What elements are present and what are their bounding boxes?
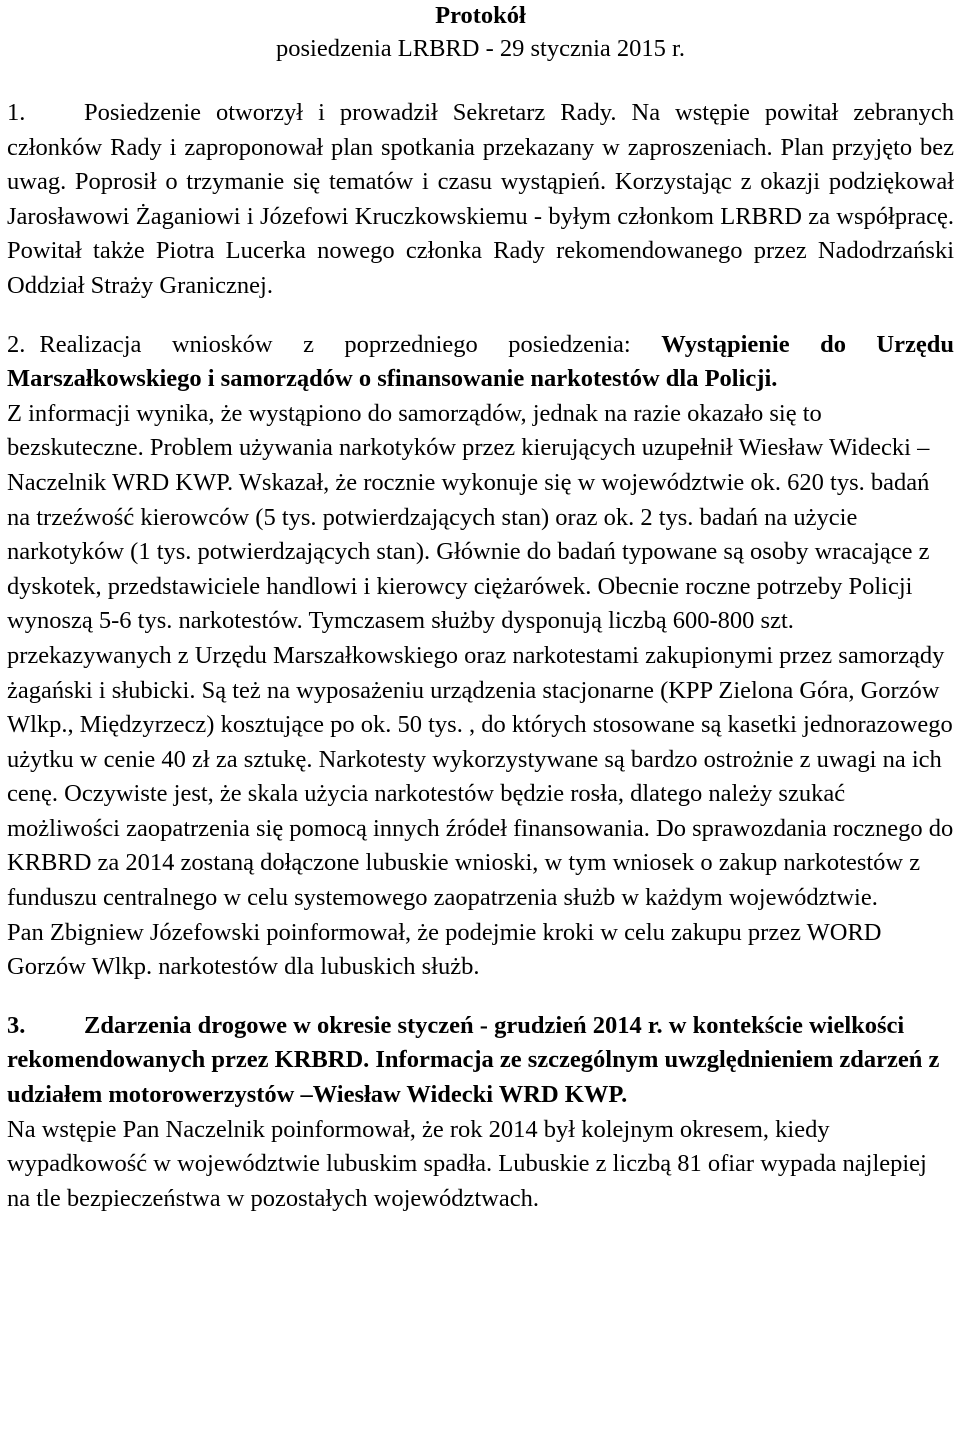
section-3-heading: Zdarzenia drogowe w okresie styczeń - grudzień 2014 r. w kontekście wielkości rekomendowanych przez KRBRD. Informacja ze szczególnym uwzględnieniem zdarzeń z udziałem motorowerzystów –Wiesław Widecki WRD KWP. [7,1011,940,1109]
section-3-heading-paragraph [7,1009,954,1113]
section-2-intro: Realizacja wniosków z poprzedniego posiedzenia: [39,330,662,358]
section-1 [7,96,954,304]
section-1-number: 1. [7,99,26,126]
section-1-text: Posiedzenie otworzył i prowadził Sekretarz Rady. Na wstępie powitał zebranych członków Rady i zaproponował plan spotkania przekazany w zaproszeniach. Plan przyjęto bez uwag. Poprosił o trzymanie się tematów i czasu wystąpień. Korzystając z okazji podziękował Jarosławowi Żaganiowi i Józefowi Kruczkowskiemu - byłym członkom LRBRD za współpracę. Powitał także Piotra Lucerka nowego członka Rady rekomendowanego przez Nadodrzański Oddział Straży Granicznej. [7,99,954,299]
document-header [7,0,954,66]
section-3-number: 3. [7,1011,26,1039]
section-2-body: Z informacji wynika, że wystąpiono do samorządów, jednak na razie okazało się to bezskuteczne. Problem używania narkotyków przez kierujących uzupełnił Wiesław Widecki – Naczelnik WRD KWP. Wskazał, że rocznie wykonuje się w województwie ok. 620 tys. badań na trzeźwość kierowców (5 tys. potwierdzających stan) oraz ok. 2 tys. badań na użycie narkotyków (1 tys. potwierdzających stan). Głównie do badań typowane są osoby wracające z dyskotek, przedstawiciele handlowi i kierowcy ciężarówek. Obecnie roczne potrzeby Policji wynoszą 5-6 tys. narkotestów. Tymczasem służby dysponują liczbą 600-800 szt. przekazywanych z Urzędu Marszałkowskiego oraz narkotestami zakupionymi przez samorządy żagański i słubicki. Są też na wyposażeniu urządzenia stacjonarne (KPP Zielona Góra, Gorzów Wlkp., Międzyrzecz) kosztujące po ok. 50 tys. , do których stosowane są kasetki jednorazowego użytku w cenie 40 zł za sztukę. Narkotesty wykorzystywane są bardzo ostrożnie z uwagi na ich cenę. Oczywiste jest, że skala użycia narkotestów będzie rosła, dlatego należy szukać możliwości zaopatrzenia się pomocą innych źródeł finansowania. Do sprawozdania rocznego do KRBRD za 2014 zostaną dołączone lubuskie wnioski, w tym wniosek o zakup narkotestów z funduszu centralnego w celu systemowego zaopatrzenia służb w każdym województwie. [7,399,954,912]
section-2-heading-paragraph [7,328,954,397]
section-2-number: 2. [7,330,26,358]
document-subtitle: posiedzenia LRBRD - 29 stycznia 2015 r. [276,35,685,62]
section-3-body: Na wstępie Pan Naczelnik poinformował, że rok 2014 był kolejnym okresem, kiedy wypadkowość w województwie lubuskim spadła. Lubuskie z liczbą 81 ofiar wypada najlepiej na tle bezpieczeństwa w pozostałych województwach. [7,1115,927,1212]
section-2-heading: Wystąpienie do Urzędu Marszałkowskiego i samorządów o sfinansowanie narkotestów dla Policji. [7,330,954,393]
document-title: Protokół [435,2,526,29]
section-2-body-2: Pan Zbigniew Józefowski poinformował, że podejmie kroki w celu zakupu przez WORD Gorzów Wlkp. narkotestów dla lubuskich służb. [7,918,882,981]
